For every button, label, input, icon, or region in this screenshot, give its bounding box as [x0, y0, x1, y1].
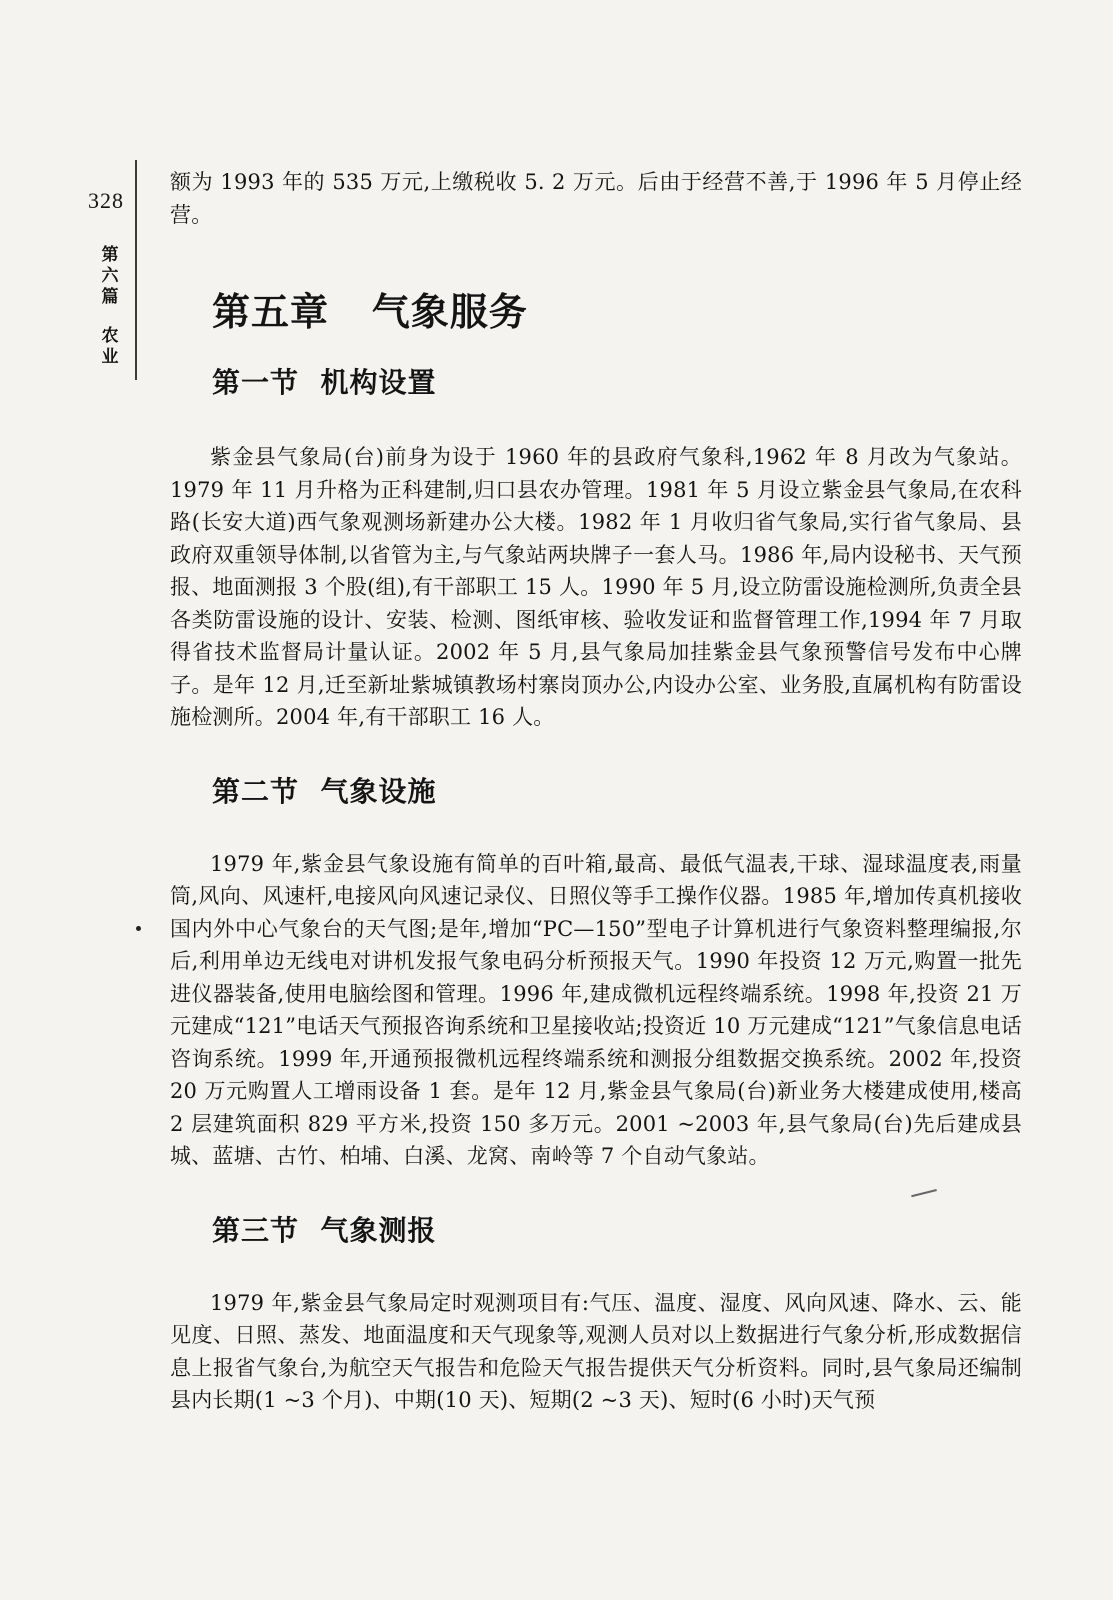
section-title: 气象设施 [320, 774, 437, 808]
running-head-char: 篇 [101, 287, 119, 307]
running-head-char: 第 [101, 245, 119, 265]
running-head-char: 农 [101, 326, 119, 346]
section-paragraph: 紫金县气象局(台)前身为设于 1960 年的县政府气象科,1962 年 8 月改为气象站。1979 年 11 月升格为正科建制,归口县农办管理。1981 年 5 月设立紫金县气象局,在农科路(长安大道)西气象观测场新建办公大楼。1982 年 1 月收归省气象局,实行省气象局、县政府双重领导体制,以省管为主,与气象站两块牌子一套人马。1986 年,局内设秘书、天气预报、地面测报 3 个股(组),有干部职工 15 人。1990 年 5 月,设立防雷设施检测所,负责全县各类防雷设施的设计、安装、检测、图纸审核、验收发证和监督管理工作,1994 年 7 月取得省技术监督局计量认证。2002 年 5 月,县气象局加挂紫金县气象预警信号发布中心牌子。是年 12 月,迁至新址紫城镇教场村寨岗顶办公,内设办公室、业务股,直属机构有防雷设施检测所。2004 年,有干部职工 16 人。 [170, 445, 1022, 729]
section-paragraph: 1979 年,紫金县气象局定时观测项目有:气压、温度、湿度、风向风速、降水、云、能见度、日照、蒸发、地面温度和天气现象等,观测人员对以上数据进行气象分析,形成数据信息上报省气象台,为航空天气报告和危险天气报告提供天气分析资料。同时,县气象局还编制县内长期(1 ~3 个月)、中期(10 天)、短期(2 ~3 天)、短时(6 小时)天气预 [170, 1290, 1023, 1412]
section-title: 气象测报 [320, 1213, 437, 1247]
section-paragraph: 1979 年,紫金县气象设施有简单的百叶箱,最高、最低气温表,干球、湿球温度表,雨量筒,风向、风速杆,电接风向风速记录仪、日照仪等手工操作仪器。1985 年,增加传真机接收国内外中心气象台的天气图;是年,增加“PC—150”型电子计算机进行气象资料整理编报,尔后,利用单边无线电对讲机发报气象电码分析预报天气。1990 年投资 12 万元,购置一批先进仪器装备,使用电脑绘图和管理。1996 年,建成微机远程终端系统。1998 年,投资 21 万元建成“121”电话天气预报咨询系统和卫星接收站;投资近 10 万元建成“121”气象信息电话咨询系统。1999 年,开通预报微机远程终端系统和测报分组数据交换系统。2002 年,投资 20 万元购置人工增雨设备 1 套。是年 12 月,紫金县气象局(台)新业务大楼建成使用,楼高 2 层建筑面积 829 平方米,投资 150 多万元。2001 ~2003 年,县气象局(台)先后建成县城、蓝塘、古竹、柏埔、白溪、龙窝、南岭等 7 个自动气象站。 [170, 851, 1022, 1168]
page-body [170, 166, 1022, 1417]
section-number: 第二节 [212, 774, 300, 808]
section-number: 第一节 [212, 366, 300, 399]
chapter-title: 气象服务 [371, 290, 528, 334]
margin-rule [135, 160, 137, 380]
page-number: 328 [88, 188, 124, 213]
section-number: 第三节 [212, 1213, 300, 1247]
continuation-paragraph: 额为 1993 年的 535 万元,上缴税收 5. 2 万元。后由于经营不善,于 1996 年 5 月停止经营。 [170, 170, 1022, 227]
section-heading [212, 365, 1022, 401]
section-heading [212, 774, 1022, 810]
section-heading [212, 1213, 1022, 1249]
chapter-number: 第五章 [212, 290, 330, 334]
chapter-heading [212, 289, 1022, 335]
running-head-char: 六 [101, 266, 119, 286]
scan-speck [136, 926, 141, 931]
running-head-char: 业 [101, 347, 119, 367]
section-title: 机构设置 [320, 366, 437, 399]
running-head [98, 245, 122, 368]
